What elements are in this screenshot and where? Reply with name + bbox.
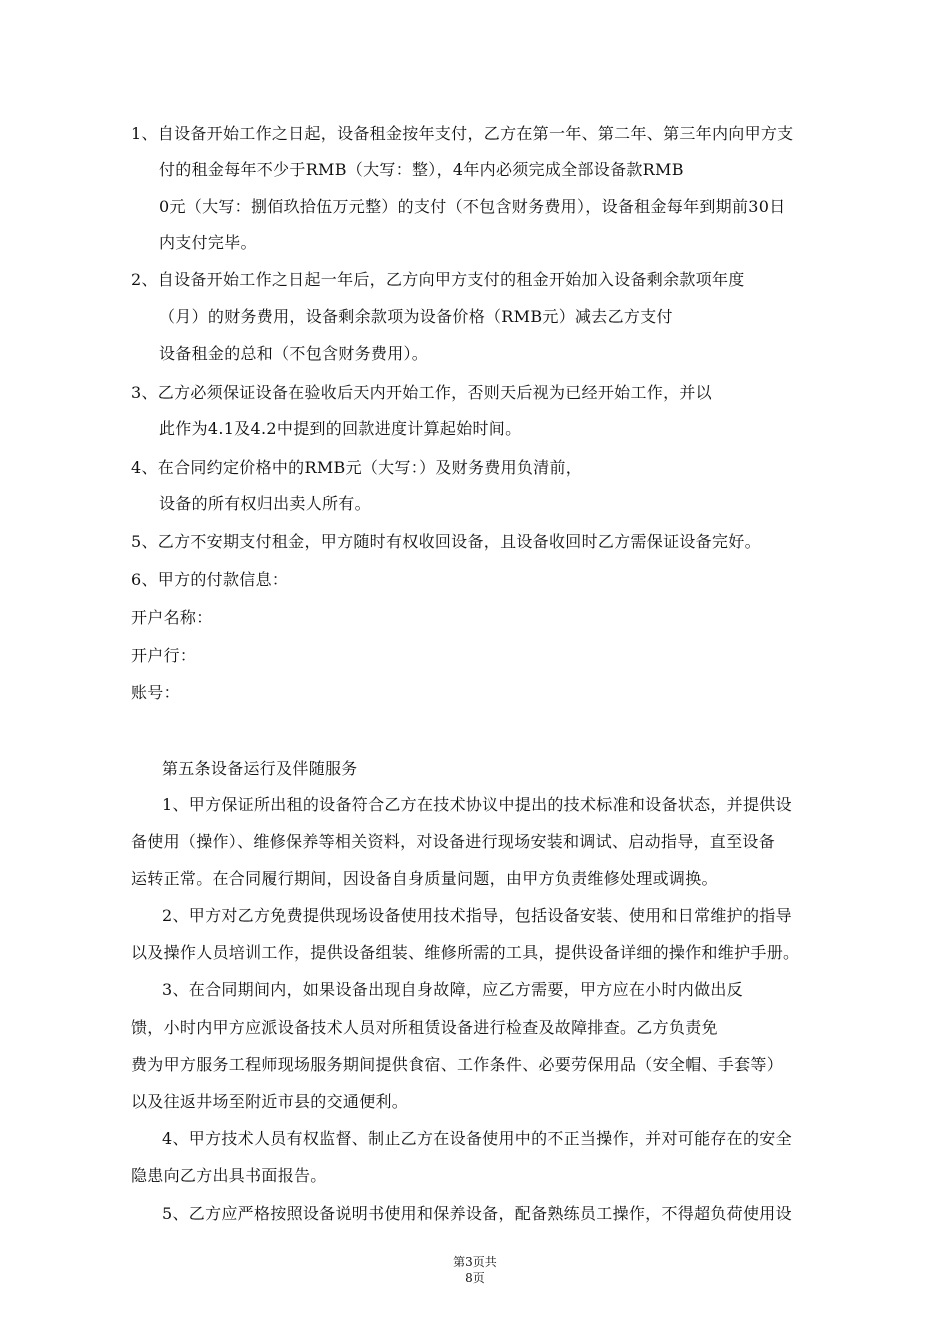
text-line: 内支付完毕。 — [159, 233, 257, 252]
text-line: 以及往返井场至附近市县的交通便利。 — [131, 1092, 409, 1111]
text-line: 1、自设备开始工作之日起，设备租金按年支付，乙方在第一年、第二年、第三年内向甲方支 — [131, 124, 794, 143]
text-line: 备使用（操作）、维修保养等相关资料，对设备进行现场安装和调试、启动指导，直至设备 — [131, 832, 776, 851]
text-line: 6、甲方的付款信息： — [131, 570, 289, 589]
text-line: 设备的所有权归出卖人所有。 — [159, 494, 371, 513]
text-line: 隐患向乙方出具书面报告。 — [131, 1166, 327, 1185]
text-line: 以及操作人员培训工作，提供设备组装、维修所需的工具，提供设备详细的操作和维护手册。 — [131, 943, 800, 962]
text-line: 开户行： — [131, 646, 197, 665]
text-line: 设备租金的总和（不包含财务费用）。 — [159, 344, 429, 363]
text-line: （月）的财务费用，设备剩余款项为设备价格（RMB元）减去乙方支付 — [159, 307, 673, 326]
text-line: 0元（大写：捌佰玖拾伍万元整）的支付（不包含财务费用），设备租金每年到期前30日 — [159, 197, 786, 216]
text-line: 3、乙方必须保证设备在验收后天内开始工作，否则天后视为已经开始工作，并以 — [131, 383, 712, 402]
text-line: 账号： — [131, 683, 180, 702]
text-line: 5、乙方不安期支付租金，甲方随时有权收回设备，且设备收回时乙方需保证设备完好。 — [131, 532, 761, 551]
text-line: 此作为4.1及4.2中提到的回款进度计算起始时间。 — [159, 419, 522, 438]
text-line: 3、在合同期间内，如果设备出现自身故障，应乙方需要，甲方应在小时内做出反 — [162, 980, 743, 999]
text-line: 4、甲方技术人员有权监督、制止乙方在设备使用中的不正当操作，并对可能存在的安全 — [162, 1129, 792, 1148]
text-line: 费为甲方服务工程师现场服务期间提供食宿、工作条件、必要劳保用品（安全帽、手套等） — [131, 1055, 784, 1074]
section-heading: 第五条设备运行及伴随服务 — [162, 759, 358, 778]
text-line: 5、乙方应严格按照设备说明书使用和保养设备，配备熟练员工操作，不得超负荷使用设 — [162, 1204, 792, 1223]
text-line: 付的租金每年不少于RMB（大写：整），4年内必须完成全部设备款RMB — [159, 160, 684, 179]
page-total: 8页 — [465, 1271, 485, 1285]
text-line: 4、在合同约定价格中的RMB元（大写：）及财务费用负清前， — [131, 458, 583, 477]
text-line: 馈，小时内甲方应派设备技术人员对所租赁设备进行检查及故障排查。乙方负责免 — [131, 1018, 718, 1037]
text-line: 2、自设备开始工作之日起一年后，乙方向甲方支付的租金开始加入设备剩余款项年度 — [131, 270, 745, 289]
text-line: 开户名称： — [131, 608, 213, 627]
page-number: 第3页共 — [453, 1255, 497, 1269]
text-line: 2、甲方对乙方免费提供现场设备使用技术指导，包括设备安装、使用和日常维护的指导 — [162, 906, 792, 925]
text-line: 1、甲方保证所出租的设备符合乙方在技术协议中提出的技术标准和设备状态，并提供设 — [162, 795, 792, 814]
text-line: 运转正常。在合同履行期间，因设备自身质量问题，由甲方负责维修处理或调换。 — [131, 869, 718, 888]
